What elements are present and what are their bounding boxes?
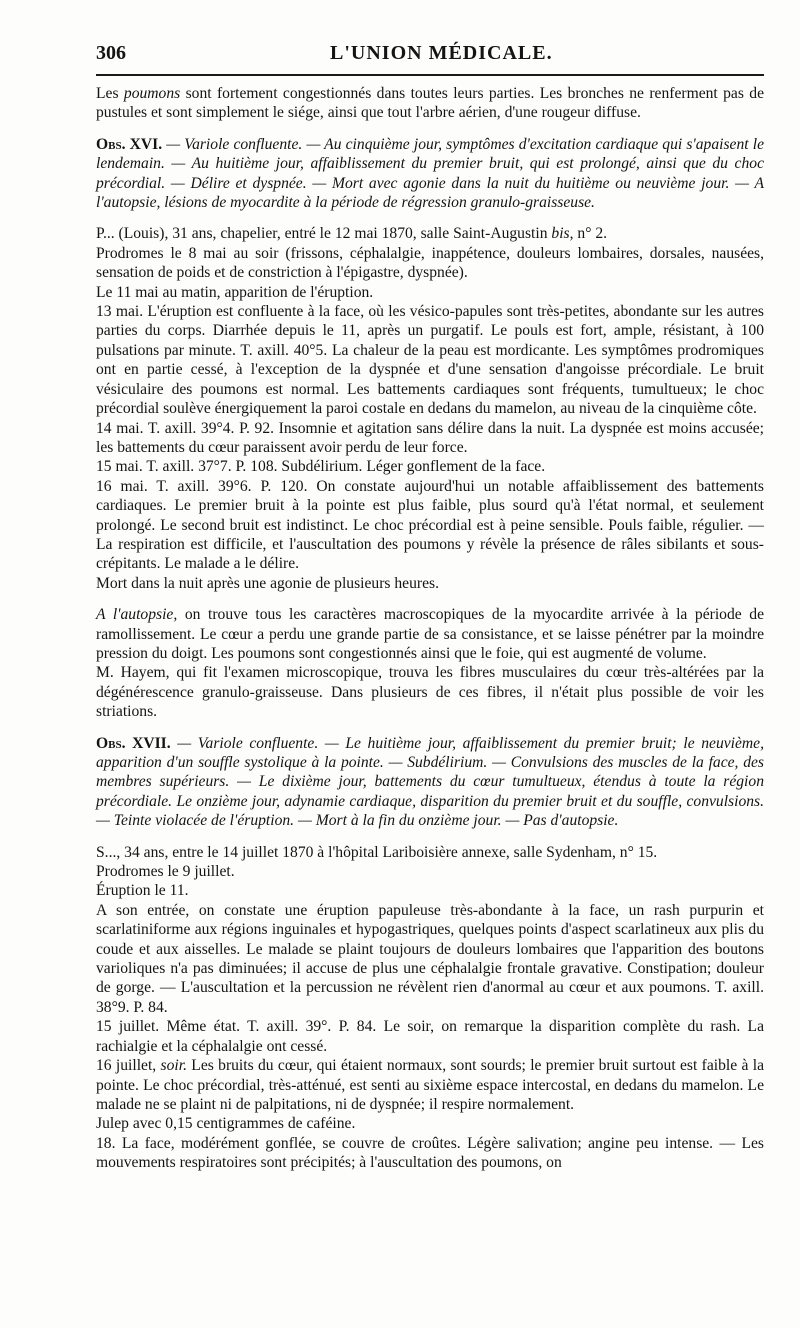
paragraph [96,477,764,574]
text-run: Prodromes le 9 juillet. [96,863,235,881]
paragraph [96,457,764,476]
page-header [96,42,764,74]
text-run: Éruption le 11. [96,882,189,900]
text-run: 18. La face, modérément gonflée, se couvre de croûtes. Légère salivation; angine peu intense. — Les mouvements respiratoires sont précipités; à l'auscultation des poumons, on [96,1134,764,1172]
page-number: 306 [96,42,126,64]
paragraph [96,605,764,663]
text-run: Le 11 mai au matin, apparition de l'éruption. [96,283,374,301]
text-run: 16 juillet, [96,1057,161,1075]
running-title: L'UNION MÉDICALE. [330,42,553,64]
text-run-italic: soir. [160,1057,187,1075]
paragraph [96,1017,764,1056]
observation-17-heading [96,734,764,831]
text-run: A son entrée, on constate une éruption papuleuse très-abondante à la face, un rash purpurin et scarlatiniforme aux régions inguinales et hypogastriques, quelques points d'aspect scarlatineux aux plis du coude et aux aisselles. Le malade se plaint toujours de douleurs lombaires que l'apparition des boutons varioliques n'a pas diminuées; il accuse de plus une céphalalgie frontale gravative. Constipation; douleur de gorge. — L'auscultation et la percussion ne révèlent rien d'anormal au cœur et aux poumons. T. axill. 38°9. P. 84. [96,901,764,1016]
observation-16-heading [96,135,764,213]
text-run: on trouve tous les caractères macroscopiques de la myocardite arrivée à la période de ramollissement. Le cœur a perdu une grande partie de sa consistance, et se laisse pénétrer par la moindre pression du doigt. Les poumons sont congestionnés ainsi que le foie, qui est augmenté de volume. [96,606,764,662]
text-run-italic: bis [551,225,570,243]
paragraph [96,244,764,283]
paragraph [96,843,764,862]
text-run: sont fortement congestionnés dans toutes leurs parties. Les bronches ne renferment pas de pustules et sont simplement le siége, ainsi que tout l'arbre aérien, d'une rougeur diffuse. [96,85,764,122]
paragraph [96,1056,764,1114]
text-run: P... (Louis), 31 ans, chapelier, entré le 12 mai 1870, salle Saint-Augustin [96,225,552,243]
paragraph [96,663,764,721]
text-run: S..., 34 ans, entre le 14 juillet 1870 à l'hôpital Lariboisière annexe, salle Sydenham, n° 15. [96,843,658,861]
case-17-notes [96,843,764,1173]
text-run: Les bruits du cœur, qui étaient normaux, sont sourds; le premier bruit surtout est faible à la pointe. Le choc précordial, très-atténué, est senti au sixième espace intercostal, en dedans du mamelon. Le malade ne se plaint ni de palpitations, ni de dyspnée; il respire normalement. [96,1057,764,1113]
text-run: 15 juillet. Même état. T. axill. 39°. P. 84. Le soir, on remarque la disparition complète du rash. La rachialgie et la céphalalgie ont cessé. [96,1018,764,1055]
paragraph [96,283,764,302]
paragraph [96,862,764,881]
text-run: 16 mai. T. axill. 39°6. P. 120. On constate aujourd'hui un notable affaiblissement des battements cardiaques. Le premier bruit à la pointe est plus faible, plus sourd qu'à l'état normal, et seulement prolongé. Le second bruit est indistinct. Le choc précordial est à peine sensible. Pouls faible, régulier. — La respiration est difficile, et l'auscultation des poumons y révèle la présence de râles sibilants et sous-crépitants. Le malade a le délire. [96,477,764,573]
text-run: Les [96,85,124,102]
paragraph [96,901,764,1017]
text-run: M. Hayem, qui fit l'examen microscopique, trouva les fibres musculaires du cœur très-altérées par la dégénérescence granulo-graisseuse. Dans plusieurs de ces fibres, il n'était plus possible de voir les striations. [96,664,764,721]
observation-label: Obs. XVII. [96,734,171,752]
paragraph [96,1114,764,1133]
text-run: Julep avec 0,15 centigrammes de caféine. [96,1115,356,1133]
body-text [96,84,764,1173]
observation-summary: — Variole confluente. — Au cinquième jour, symptômes d'excitation cardiaque qui s'apaisent le lendemain. — Au huitième jour, affaiblissement du premier bruit, qui est prolongé, ainsi que du choc précordial. — Délire et dyspnée. — Mort avec agonie dans la nuit du huitième ou neuvième jour. — A l'autopsie, lésions de myocardite à la période de régression granulo-graisseuse. [96,135,764,212]
observation-label: Obs. XVI. [96,135,163,153]
paragraph [96,574,764,593]
paragraph [96,1134,764,1173]
text-run-italic: poumons [123,85,181,102]
autopsy-16-notes [96,605,764,721]
paragraph [96,881,764,900]
text-run: , n° 2. [569,225,608,243]
paragraph [96,302,764,418]
text-run: 15 mai. T. axill. 37°7. P. 108. Subdélirium. Léger gonflement de la face. [96,458,546,476]
paragraph [96,224,764,243]
paragraph [96,419,764,458]
header-rule [96,74,764,76]
text-run: 14 mai. T. axill. 39°4. P. 92. Insomnie et agitation sans délire dans la nuit. La dyspnée est moins accusée; les battements du cœur paraissent avoir perdu de leur force. [96,419,764,456]
text-run: 13 mai. L'éruption est confluente à la face, où les vésico-papules sont très-petites, abondante sur les autres parties du corps. Diarrhée depuis le 11, après un purgatif. Le pouls est fort, ample, résistant, à 100 pulsations par minute. T. axill. 40°5. La chaleur de la peau est mordicante. Les symptômes prodromiques ont en partie cessé, à l'exception de la dyspnée et d'une sensation d'angoisse précordiale. Le bruit vésiculaire des poumons est normal. Les battements cardiaques sont fréquents, tumultueux; le choc précordial soulève énergiquement la paroi costale en dedans du mamelon, au niveau de la cinquième côte. [96,303,764,418]
paragraph-lungs [96,84,764,123]
text-run: Mort dans la nuit après une agonie de plusieurs heures. [96,574,439,592]
observation-summary: — Variole confluente. — Le huitième jour, affaiblissement du premier bruit; le neuvième, apparition d'un souffle systolique à la pointe. — Subdélirium. — Convulsions des muscles de la face, des membres supérieurs. — Le dixième jour, battements du cœur tumultueux, étendus à toute la région précordiale. Le onzième jour, adynamie cardiaque, disparition du premier bruit et du souffle, convulsions. — Teinte violacée de l'éruption. — Mort à la fin du onzième jour. — Pas d'autopsie. [96,734,764,830]
case-16-notes [96,224,764,593]
text-run-italic: A l'autopsie, [96,606,178,624]
text-run: Prodromes le 8 mai au soir (frissons, céphalalgie, inappétence, douleurs lombaires, dorsales, nausées, sensation de poids et de constriction à l'épigastre, dyspnée). [96,244,764,282]
